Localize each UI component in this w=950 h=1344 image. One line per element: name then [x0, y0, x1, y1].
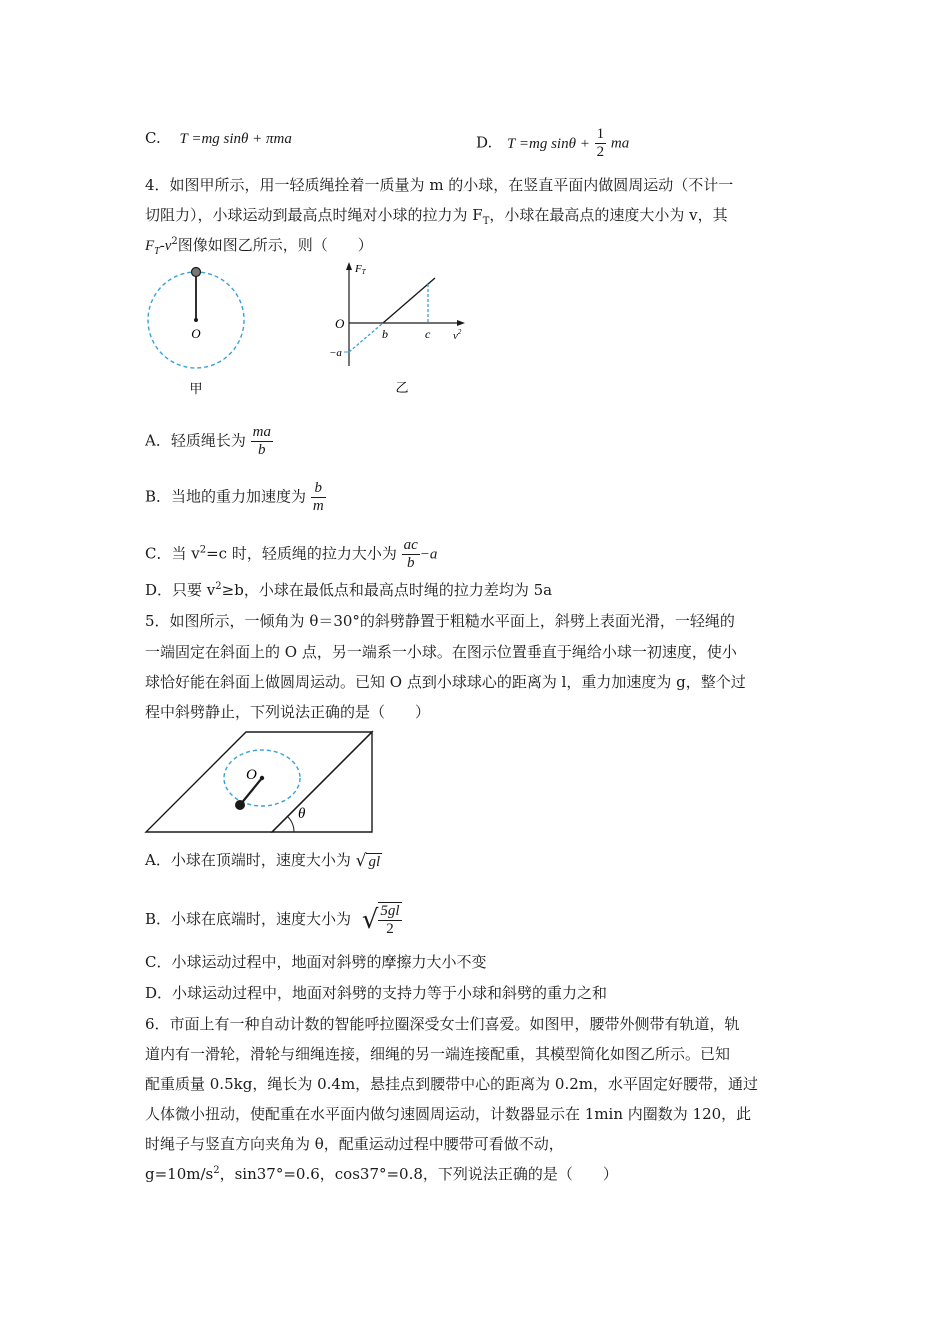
- q5-stem-line2: 一端固定在斜面上的 O 点，另一端系一小球。在图示位置垂直于绳给小球一初速度，使小: [145, 643, 737, 661]
- q4-stem-line2-sub: T: [482, 216, 490, 227]
- q5-angle-arc: [287, 816, 294, 832]
- q5-label-theta: θ: [298, 806, 306, 822]
- q4-option-c-mid: =c 时，轻质绳的拉力大小为: [206, 544, 397, 563]
- q6-stem-line6-tail: ，sin37°=0.6，cos37°=0.8，下列说法正确的是（ ）: [219, 1165, 618, 1183]
- q4-option-a: [145, 424, 273, 459]
- q5-option-b-text: B．小球在底端时，速度大小为: [145, 910, 352, 928]
- q6-stem-line6-g: g=10m/s: [145, 1165, 214, 1183]
- q4-option-d-tail: ≥b，小球在最低点和最高点时绳的拉力差均为 5a: [221, 581, 553, 599]
- q4-stem-line2: [145, 205, 728, 225]
- q4-yi-label-o: O: [335, 316, 345, 331]
- q4-stem-line3: [145, 235, 373, 256]
- q4-stem-line2-tail: ，小球在最高点的速度大小为 v，其: [489, 206, 728, 224]
- q5-option-b: [145, 902, 402, 938]
- q4-stem-line3-v: -v: [159, 238, 172, 254]
- q4-stem-line3-sub: T: [154, 246, 160, 257]
- q4-option-d: [145, 580, 552, 600]
- q3-option-c-label: C.: [145, 129, 161, 147]
- q4-jia-center-dot: [194, 318, 198, 322]
- q5-option-c: C．小球运动过程中，地面对斜劈的摩擦力大小不变: [145, 953, 487, 971]
- q6-stem-line4: 人体微小扭动，使配重在水平面内做匀速圆周运动，计数器显示在 1min 内圈数为 120，此: [145, 1105, 752, 1123]
- q5-figure-wedge: [140, 726, 380, 838]
- q5-option-a: [145, 850, 382, 872]
- q4-stem-line3-sup: 2: [171, 236, 178, 247]
- q5-stem-line3: 球恰好能在斜面上做圆周运动。已知 O 点到小球球心的距离为 l，重力加速度为 g，整个过: [145, 673, 746, 691]
- q5-option-b-num: 5gl: [380, 903, 400, 919]
- q5-option-b-radical-sign: √: [361, 905, 379, 935]
- q4-option-a-num: ma: [252, 424, 271, 440]
- q4-yi-caption: 乙: [395, 381, 409, 396]
- q3-option-d-frac-den: 2: [596, 144, 605, 160]
- q4-option-c-den: b: [406, 555, 415, 571]
- q4-option-b: [145, 480, 326, 515]
- q4-option-c-fraction: [402, 537, 420, 572]
- q4-option-c-text: C．当 v: [145, 544, 200, 563]
- q5-label-o: O: [246, 767, 257, 783]
- q5-option-b-sqrt: [362, 902, 402, 938]
- q4-option-a-den: b: [258, 442, 266, 458]
- q5-option-b-fraction: [378, 902, 401, 938]
- q4-yi-label-b: b: [382, 327, 388, 341]
- q4-jia-ball: [192, 268, 201, 277]
- q4-yi-label-neg-a: −a: [329, 347, 342, 359]
- q4-option-c-num: ac: [403, 537, 418, 553]
- q4-yi-data-line: [383, 278, 435, 323]
- q4-yi-axis-x-label: $v^2$: [453, 328, 462, 342]
- q4-stem-line1: 4．如图甲所示，用一轻质绳拴着一质量为 m 的小球，在竖直平面内做圆周运动（不计一: [145, 176, 734, 194]
- q3-option-d-formula-rhs: ma: [610, 135, 630, 152]
- q3-option-d: [476, 126, 629, 161]
- q5-ball: [235, 800, 245, 810]
- q5-option-d: D．小球运动过程中，地面对斜劈的支持力等于小球和斜劈的重力之和: [145, 984, 608, 1002]
- q6-stem-line3: 配重质量 0.5kg，绳长为 0.4m，悬挂点到腰带中心的距离为 0.2m，水平固定好腰带，通过: [145, 1075, 759, 1093]
- q4-option-c-sup: 2: [199, 544, 207, 556]
- q4-yi-x-arrow: [457, 320, 465, 326]
- q4-yi-axis-y-label: FT: [355, 263, 366, 276]
- q4-option-b-fraction: [311, 480, 326, 515]
- q5-stem-line4: 程中斜劈静止，下列说法正确的是（ ）: [145, 703, 431, 721]
- q4-option-b-den: m: [312, 498, 324, 514]
- q3-option-c: [145, 128, 292, 149]
- q4-jia-label-o: O: [191, 326, 201, 341]
- q4-figure-yi: [325, 258, 475, 400]
- q6-stem-line1: 6．市面上有一种自动计数的智能呼拉圈深受女士们喜爱。如图甲，腰带外侧带有轨道，轨: [145, 1015, 740, 1033]
- q4-option-b-num: b: [311, 480, 326, 498]
- q5-wedge-side-face: [272, 732, 372, 832]
- q4-option-a-fraction: [251, 424, 273, 459]
- q4-option-d-sup: 2: [215, 581, 222, 592]
- q4-figure-jia: [140, 262, 255, 402]
- q3-option-c-formula: T =mg sinθ + πma: [179, 131, 292, 147]
- q4-yi-dashed-extension: [349, 323, 383, 352]
- q6-stem-line6: [145, 1164, 618, 1184]
- q4-stem-line2-text: 切阻力），小球运动到最高点时绳对小球的拉力为 F: [145, 206, 483, 224]
- q4-stem-line3-tail: 图像如图乙所示，则（ ）: [177, 236, 373, 254]
- q5-option-a-sqrt: [356, 851, 383, 872]
- q6-stem-line2: 道内有一滑轮，滑轮与细绳连接，细绳的另一端连接配重，其模型简化如图乙所示。已知: [145, 1045, 731, 1063]
- q5-option-a-radicand: gl: [368, 853, 381, 870]
- q5-option-a-text: A．小球在顶端时，速度大小为: [145, 851, 351, 869]
- q6-stem-line5: 时绳子与竖直方向夹角为 θ，配重运动过程中腰带可看做不动，: [145, 1135, 564, 1153]
- q5-stem-line1: 5．如图所示，一倾角为 θ＝30°的斜劈静置于粗糙水平面上，斜劈上表面光滑，一轻绳的: [145, 612, 735, 630]
- q3-option-d-formula-lhs: T =mg sinθ +: [507, 135, 590, 152]
- q4-option-b-text: B．当地的重力加速度为: [145, 487, 307, 506]
- q4-stem-line3-f: F: [145, 238, 155, 254]
- q4-jia-caption: 甲: [189, 382, 203, 397]
- q5-option-a-radical-sign: √: [355, 850, 367, 871]
- q4-option-c-tail: −a: [419, 546, 438, 563]
- q5-option-b-den: 2: [386, 921, 394, 937]
- q4-yi-y-arrow: [346, 262, 352, 270]
- q5-center-dot: [260, 776, 264, 780]
- q4-option-a-text: A．轻质绳长为: [145, 431, 246, 450]
- q3-option-d-frac-num: 1: [596, 126, 605, 142]
- q6-stem-line6-sup: 2: [213, 1165, 220, 1176]
- q3-option-d-fraction: [595, 126, 607, 161]
- q4-option-d-text: D．只要 v: [145, 581, 216, 599]
- q4-option-c: [145, 537, 437, 572]
- q4-yi-label-c: c: [425, 327, 431, 341]
- q3-option-d-label: D.: [476, 133, 493, 152]
